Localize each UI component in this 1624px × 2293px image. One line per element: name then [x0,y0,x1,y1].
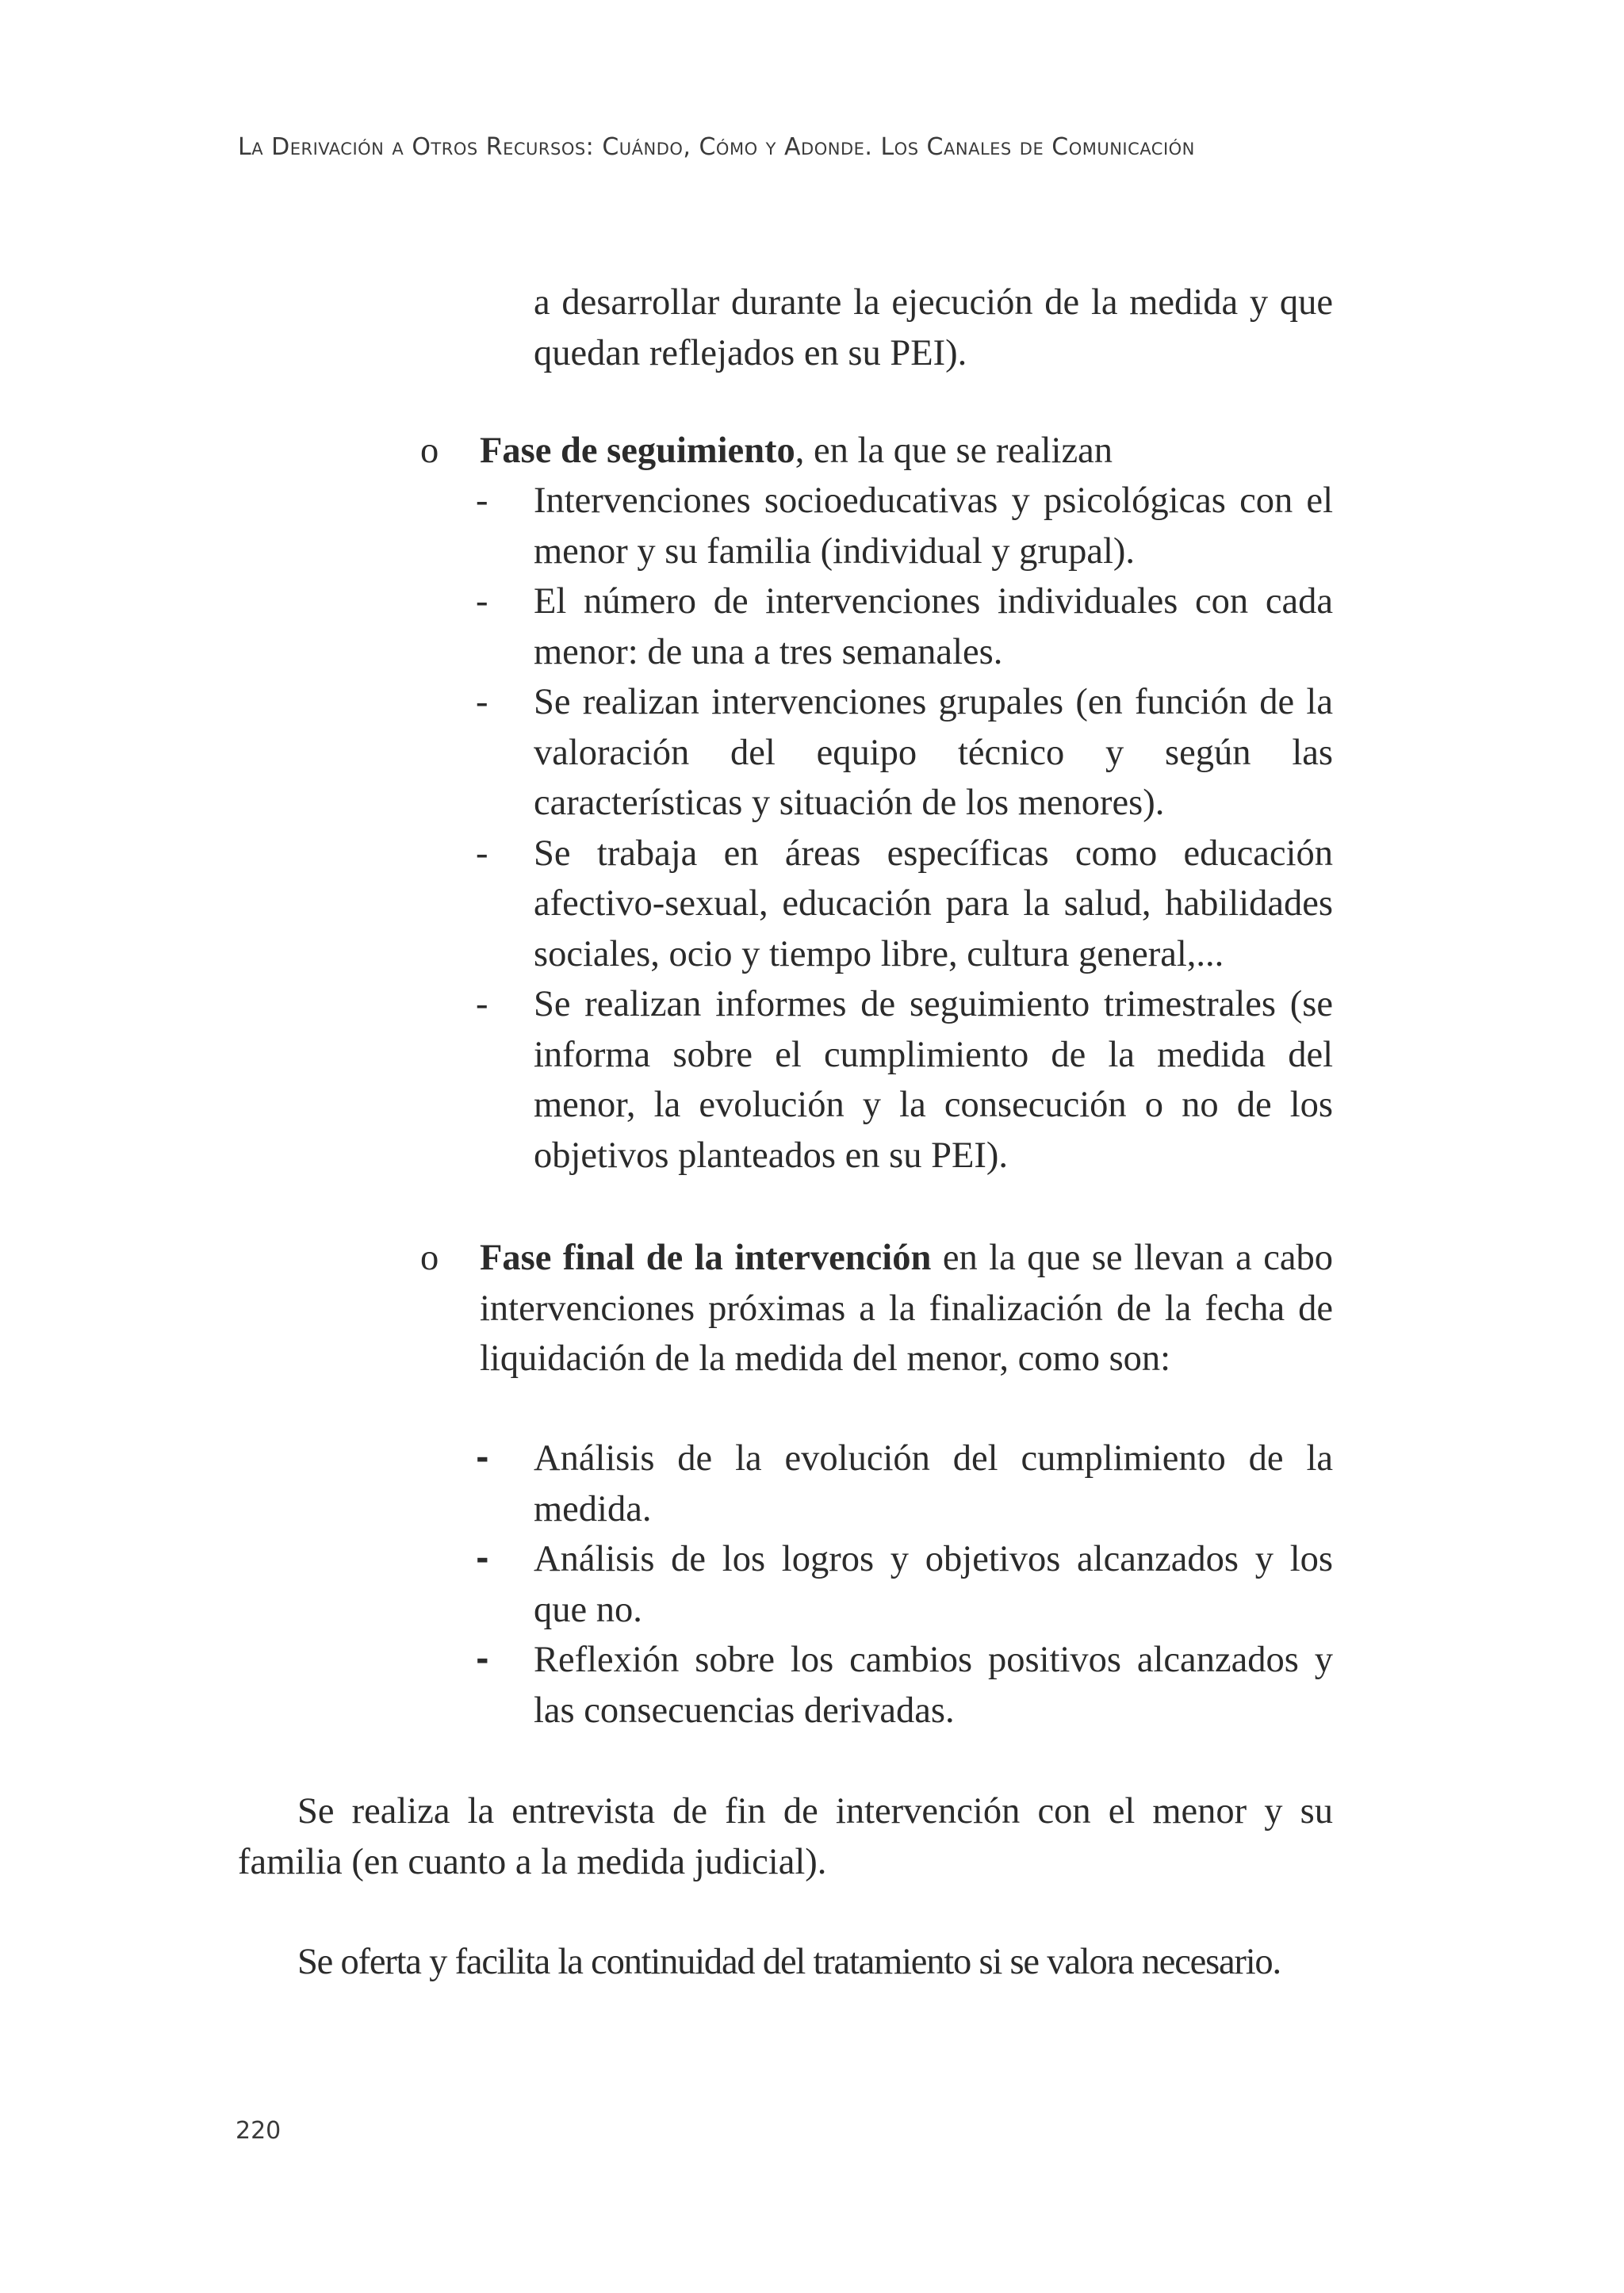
list-item [476,677,1333,829]
phase-follow-up-heading [480,426,1333,477]
list-item-text: Reflexión sobre los cambios positivos alcanzados y las consecuencias derivadas. [534,1640,1333,1731]
dash-bullet-icon: - [476,833,488,874]
final-list [476,1434,1333,1736]
list-item [476,1534,1333,1635]
continuation-paragraph: a desarrollar durante la ejecución de la medida y que quedan reflejados en su PEI). [534,282,1333,373]
phase-follow-up-title: Fase de seguimiento [480,431,795,471]
dash-bullet-icon: - [476,1440,489,1476]
dash-bullet-icon: - [476,682,488,722]
dash-bullet-icon: - [476,480,488,521]
circle-bullet-icon: o [420,431,439,471]
list-item [476,829,1333,980]
list-item [476,476,1333,576]
closing-paragraph-interview: Se realiza la entrevista de fin de intervención con el menor y su familia (en cuanto a la medida judicial). [238,1791,1333,1882]
list-item [476,979,1333,1181]
page-number: 220 [236,2117,282,2145]
running-header: La Derivación a Otros Recursos: Cuándo, Cómo y Adonde. Los Canales de Comunicación [238,133,1195,161]
list-item-text: Intervenciones socioeducativas y psicológicas con el menor y su familia (individual y grupal). [534,480,1333,572]
list-item-text: Se realizan intervenciones grupales (en función de la valoración del equipo técnico y según las características y situación de los menores). [534,682,1333,823]
circle-bullet-icon: o [420,1238,439,1278]
list-item-text: El número de intervenciones individuales con cada menor: de una a tres semanales. [534,581,1333,672]
phase-final-heading [480,1233,1333,1384]
follow-up-list [476,476,1333,1181]
dash-bullet-icon: - [476,1541,489,1577]
dash-bullet-icon: - [476,581,488,622]
list-item [476,1635,1333,1736]
closing-paragraph-continuity: Se oferta y facilita la continuidad del tratamiento si se valora necesario. [297,1942,1281,1982]
list-item [476,1434,1333,1534]
dash-bullet-icon: - [476,1641,489,1678]
phase-final-intro: en la que se llevan a cabo intervenciones próximas a la finalización de la fecha de liquidación de la medida del menor, como son: [480,1238,1333,1379]
phase-final-title: Fase final de la intervención [480,1238,932,1278]
list-item-text: Análisis de la evolución del cumplimiento de la medida. [534,1438,1333,1529]
phase-follow-up-intro: , en la que se realizan [795,431,1113,471]
list-item-text: Se realizan informes de seguimiento trimestrales (se informa sobre el cumplimiento de la medida del menor, la evolución y la consecución o no de los objetivos planteados en su PEI). [534,984,1333,1176]
dash-bullet-icon: - [476,984,488,1024]
list-item-text: Análisis de los logros y objetivos alcanzados y los que no. [534,1539,1333,1630]
list-item [476,576,1333,677]
list-item-text: Se trabaja en áreas específicas como educación afectivo-sexual, educación para la salud, habilidades sociales, ocio y tiempo libre, cultura general,... [534,833,1333,974]
